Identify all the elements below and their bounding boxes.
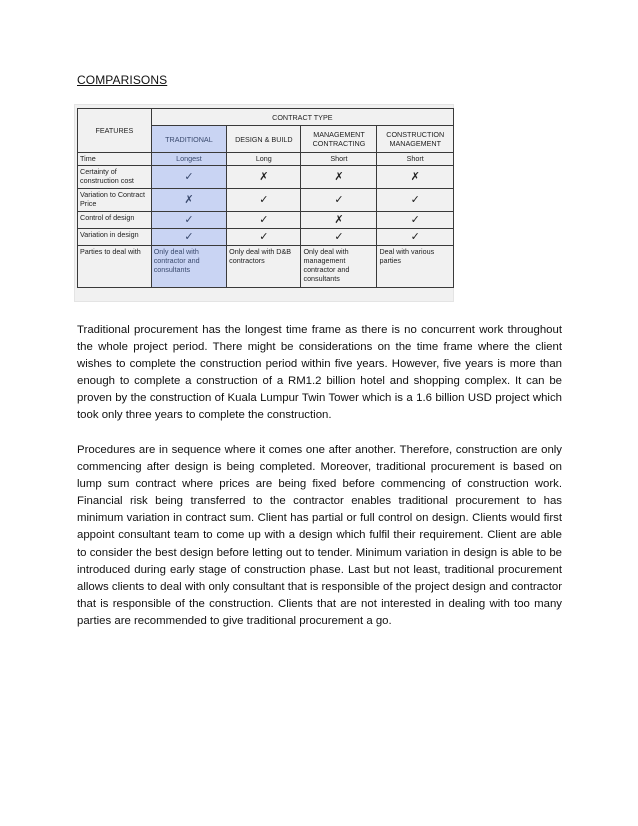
paragraph: Traditional procurement has the longest time frame as there is no concurrent work throughout the whole project period. There might be considerations on the time frame where the client wishes to complete the construction period within five years. However, five years is more than enough to complete a construction of a RM1.2 billion hotel and shopping complex. It can be proven by the construction of Kuala Lumpur Twin Tower which is a 1.6 billion USD project which took only three years to complete the construction. (77, 324, 562, 422)
table-cell: Only deal with contractor and consultants (151, 246, 226, 288)
features-header: FEATURES (78, 109, 152, 153)
check-mark-icon: ✓ (377, 212, 454, 229)
table-row (78, 212, 454, 229)
table-cell: Deal with various parties (377, 246, 454, 288)
col-header-management-contracting: MANAGEMENT CONTRACTING (301, 126, 377, 153)
comparison-table-image (74, 104, 454, 302)
row-label: Certainty of construction cost (78, 166, 152, 189)
table-cell: Longest (151, 153, 226, 166)
cross-mark-icon: ✗ (301, 212, 377, 229)
table-cell: Only deal with management contractor and consultants (301, 246, 377, 288)
table-row (78, 229, 454, 246)
table-row (78, 153, 454, 166)
row-label: Control of design (78, 212, 152, 229)
table-cell: Short (301, 153, 377, 166)
row-label: Time (78, 153, 152, 166)
col-header-design-build: DESIGN & BUILD (227, 126, 301, 153)
page-heading: COMPARISONS (77, 73, 168, 87)
check-mark-icon: ✓ (151, 166, 226, 189)
check-mark-icon: ✓ (227, 229, 301, 246)
col-header-construction-management: CONSTRUCTION MANAGEMENT (377, 126, 454, 153)
cross-mark-icon: ✗ (227, 166, 301, 189)
row-label: Variation to Contract Price (78, 189, 152, 212)
table-cell: Long (227, 153, 301, 166)
paragraph: Procedures are in sequence where it comes one after another. Therefore, construction are only commencing after design is being completed. Moreover, traditional procurement is based on lump sum contract where prices are being fixed before commencing of construction work. Financial risk being transferred to the contractor enables traditional procurement to has minimum variation in contract sum. Client has partial or full control on design. Clients would first appoint consultant team to come up with a design which fulfil their requirement. Client are able to consider the best design before letting out to tender. Minimum variation in design is able to be introduced during early stage of construction phase. Last but not least, traditional procurement allows clients to deal with only consultant that is responsible of the project design and contractor that is responsible of the construction. Clients that are not interested in dealing with too many parties are recommended to give traditional procurement a go. (77, 444, 562, 627)
cross-mark-icon: ✗ (301, 166, 377, 189)
check-mark-icon: ✓ (227, 189, 301, 212)
table-row (78, 189, 454, 212)
row-label: Variation in design (78, 229, 152, 246)
row-label: Parties to deal with (78, 246, 152, 288)
check-mark-icon: ✓ (227, 212, 301, 229)
table-row (78, 166, 454, 189)
comparison-table (77, 108, 454, 288)
cross-mark-icon: ✗ (377, 166, 454, 189)
table-cell: Only deal with D&B contractors (227, 246, 301, 288)
table-cell: Short (377, 153, 454, 166)
check-mark-icon: ✓ (301, 229, 377, 246)
check-mark-icon: ✓ (151, 229, 226, 246)
check-mark-icon: ✓ (151, 212, 226, 229)
check-mark-icon: ✓ (301, 189, 377, 212)
check-mark-icon: ✓ (377, 229, 454, 246)
contract-type-header: CONTRACT TYPE (151, 109, 453, 126)
col-header-traditional: TRADITIONAL (151, 126, 226, 153)
check-mark-icon: ✓ (377, 189, 454, 212)
cross-mark-icon: ✗ (151, 189, 226, 212)
table-row (78, 246, 454, 288)
